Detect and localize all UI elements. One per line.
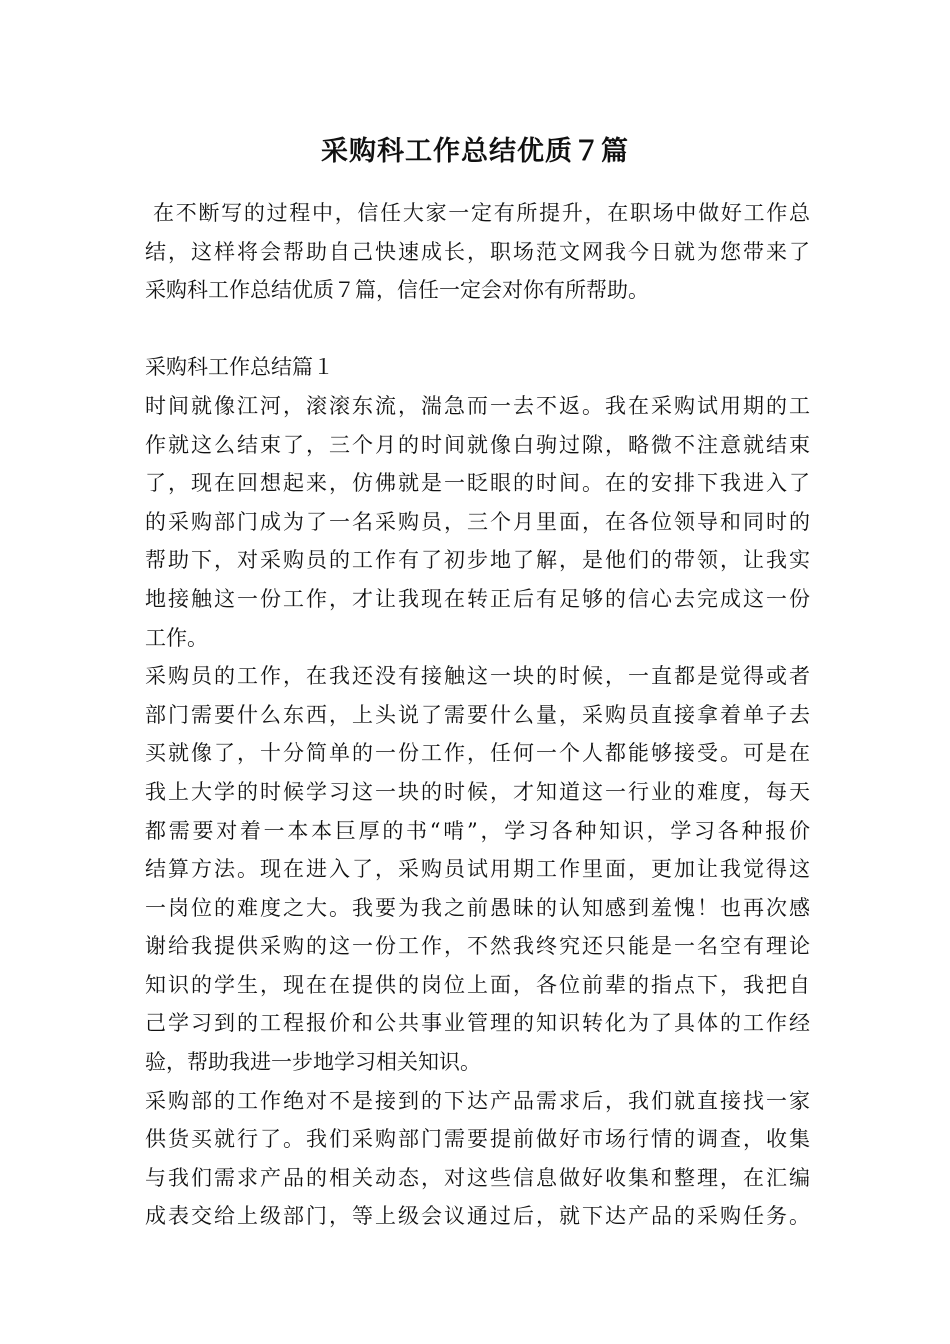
paragraph-2-line: 都需要对着一本本巨厚的书“啃”，学习各种知识，学习各种报价 bbox=[145, 818, 810, 843]
document-title: 采购科工作总结优质７篇 bbox=[321, 136, 629, 167]
paragraph-2-line: 谢给我提供采购的这一份工作，不然我终究还只能是一名空有理论 bbox=[145, 934, 810, 959]
paragraph-3-line: 与我们需求产品的相关动态，对这些信息做好收集和整理，在汇编 bbox=[145, 1165, 810, 1190]
paragraph-2-line: 知识的学生，现在在提供的岗位上面，各位前辈的指点下，我把自 bbox=[145, 972, 810, 997]
paragraph-1-line: 的采购部门成为了一名采购员，三个月里面，在各位领导和同时的 bbox=[145, 509, 810, 534]
paragraph-2-line: 验，帮助我进一步地学习相关知识。 bbox=[145, 1050, 481, 1075]
paragraph-1-line: 作就这么结束了，三个月的时间就像白驹过隙，略微不注意就结束 bbox=[145, 432, 810, 457]
paragraph-1-line: 帮助下，对采购员的工作有了初步地了解，是他们的带领，让我实 bbox=[145, 548, 810, 573]
intro-line-2: 结，这样将会帮助自己快速成长，职场范文网我今日就为您带来了 bbox=[145, 239, 810, 264]
section-heading: 采购科工作总结篇１ bbox=[145, 355, 334, 380]
paragraph-1-line: 时间就像江河，滚滚东流，湍急而一去不返。我在采购试用期的工 bbox=[145, 393, 810, 418]
document-body bbox=[145, 194, 810, 1236]
paragraph-1-line: 工作。 bbox=[145, 625, 208, 650]
paragraph-spacer bbox=[145, 310, 810, 349]
intro-line-1: 在不断写的过程中，信任大家一定有所提升，在职场中做好工作总 bbox=[153, 201, 810, 225]
paragraph-2-line: 结算方法。现在进入了，采购员试用期工作里面，更加让我觉得这 bbox=[145, 857, 810, 882]
intro-line-3: 采购科工作总结优质７篇，信任一定会对你有所帮助。 bbox=[145, 278, 649, 303]
paragraph-3-line: 成表交给上级部门，等上级会议通过后，就下达产品的采购任务。 bbox=[145, 1204, 810, 1229]
paragraph-2-line: 采购员的工作，在我还没有接触这一块的时候，一直都是觉得或者 bbox=[145, 664, 810, 689]
paragraph-3-line: 供货买就行了。我们采购部门需要提前做好市场行情的调查，收集 bbox=[145, 1127, 810, 1152]
paragraph-2-line: 己学习到的工程报价和公共事业管理的知识转化为了具体的工作经 bbox=[145, 1011, 810, 1036]
paragraph-2-line: 我上大学的时候学习这一块的时候，才知道这一行业的难度，每天 bbox=[145, 779, 810, 804]
paragraph-1-line: 地接触这一份工作，才让我现在转正后有足够的信心去完成这一份 bbox=[145, 586, 810, 611]
paragraph-3-line: 采购部的工作绝对不是接到的下达产品需求后，我们就直接找一家 bbox=[145, 1088, 810, 1113]
paragraph-2-line: 买就像了，十分简单的一份工作，任何一个人都能够接受。可是在 bbox=[145, 741, 810, 766]
paragraph-2-line: 部门需要什么东西，上头说了需要什么量，采购员直接拿着单子去 bbox=[145, 702, 810, 727]
paragraph-1-line: 了，现在回想起来，仿佛就是一眨眼的时间。在的安排下我进入了 bbox=[145, 471, 810, 496]
paragraph-2-line: 一岗位的难度之大。我要为我之前愚昧的认知感到羞愧！也再次感 bbox=[145, 895, 810, 920]
